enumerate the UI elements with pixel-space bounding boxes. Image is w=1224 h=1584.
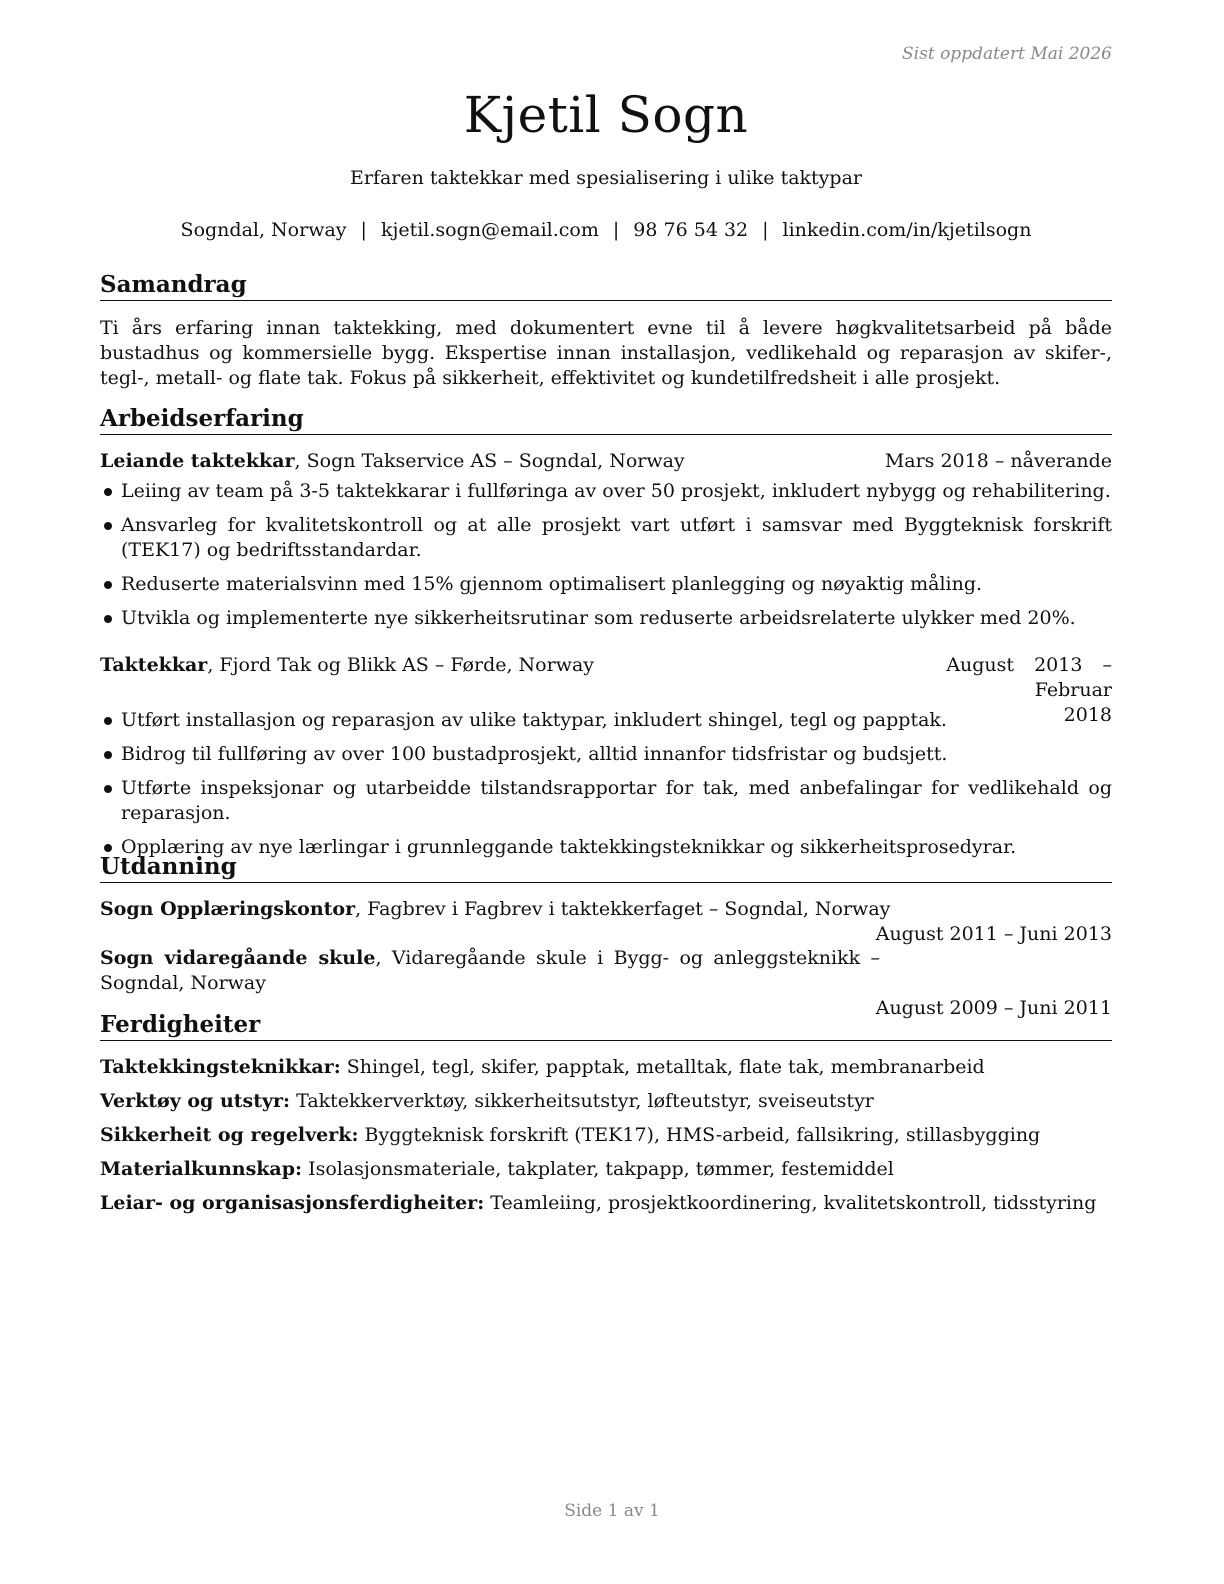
list-item: Utført installasjon og reparasjon av ulike taktypar, inkludert shingel, tegl og papptak.: [100, 708, 1112, 733]
education-school: Sogn Opplæringskontor: [100, 898, 356, 920]
job-title-line: [100, 653, 594, 678]
skill-row: [100, 1089, 1112, 1114]
skill-label: Materialkunnskap:: [100, 1158, 303, 1180]
education-title-line: [100, 897, 890, 922]
education-school: Sogn vidaregåande skule: [100, 947, 376, 969]
education-detail: , Vidaregåande skule i Bygg- og anleggsteknikk – Sogndal, Norway: [100, 947, 880, 994]
skill-label: Leiar- og organisasjonsferdigheiter:: [100, 1192, 485, 1214]
skill-value: Teamleiing, prosjektkoordinering, kvalitetskontroll, tidsstyring: [484, 1192, 1097, 1214]
job-dates: Mars 2018 – nåverande: [884, 450, 1112, 472]
last-updated: Sist oppdatert Mai 2026: [902, 44, 1112, 64]
skill-value: Isolasjonsmateriale, takplater, takpapp, tømmer, festemiddel: [302, 1158, 894, 1180]
job-header: [100, 449, 1112, 474]
job-bullets: [100, 708, 1112, 869]
list-item: Opplæring av nye lærlingar i grunnleggande taktekkingsteknikkar og sikkerheitsprosedyrar.: [100, 835, 1112, 860]
section-title-experience: Arbeidserfaring: [100, 406, 1112, 435]
contact-phone: 98 76 54 32: [633, 219, 749, 241]
summary-text: Ti års erfaring innan taktekking, med dokumentert evne til å levere høgkvalitetsarbeid på både bustadhus og kommersielle bygg. Ekspertise innan installasjon, vedlikehald og reparasjon av skifer-, tegl-, metall- og flate tak. Fokus på sikkerheit, effektivitet og kundetilfredsheit i alle prosjekt.: [100, 317, 1112, 389]
job-dates-line: August 2013 – Februar: [946, 654, 1112, 701]
section-title-summary: Samandrag: [100, 272, 1112, 301]
candidate-name: Kjetil Sogn: [463, 86, 749, 144]
list-item: Leiing av team på 3-5 taktekkarar i fullføringa av over 50 prosjekt, inkludert nybygg og rehabilitering.: [100, 479, 1112, 504]
skill-value: Byggteknisk forskrift (TEK17), HMS-arbeid, fallsikring, stillasbygging: [358, 1124, 1041, 1146]
job-dates-line: 2018: [1063, 704, 1112, 726]
contact-email[interactable]: kjetil.sogn@email.com: [380, 219, 599, 241]
job-role: Taktekkar: [100, 654, 208, 676]
education-item: [100, 897, 1112, 947]
section-title-skills: Ferdigheiter: [100, 1012, 1112, 1041]
skill-row: [100, 1123, 1112, 1148]
list-item: Ansvarleg for kvalitetskontroll og at alle prosjekt vart utført i samsvar med Byggteknisk forskrift (TEK17) og bedriftsstandardar.: [100, 513, 1112, 563]
job-bullets: [100, 479, 1112, 640]
skill-label: Sikkerheit og regelverk:: [100, 1124, 359, 1146]
education-dates: August 2011 – Juni 2013: [875, 923, 1112, 945]
job-title-line: [100, 449, 685, 474]
skill-label: Taktekkingsteknikkar:: [100, 1056, 341, 1078]
skill-row: [100, 1191, 1112, 1216]
list-item: Reduserte materialsvinn med 15% gjennom optimalisert planlegging og nøyaktig måling.: [100, 572, 1112, 597]
education-title-line: [100, 946, 880, 996]
skills-list: [100, 1055, 1112, 1225]
list-item: Bidrog til fullføring av over 100 bustadprosjekt, alltid innanfor tidsfristar og budsjett.: [100, 742, 1112, 767]
skill-value: Taktekkerverktøy, sikkerheitsutstyr, løfteutstyr, sveiseutstyr: [290, 1090, 874, 1112]
contact-separator: |: [762, 219, 769, 241]
contact-linkedin[interactable]: linkedin.com/in/kjetilsogn: [782, 219, 1032, 241]
page-number: Side 1 av 1: [564, 1501, 660, 1521]
education-item: [100, 946, 1112, 1021]
job-company: , Fjord Tak og Blikk AS – Førde, Norway: [207, 654, 595, 676]
contact-location: Sogndal, Norway: [180, 219, 347, 241]
education-detail: , Fagbrev i Fagbrev i taktekkerfaget – Sogndal, Norway: [355, 898, 891, 920]
skill-row: [100, 1157, 1112, 1182]
candidate-subtitle: Erfaren taktekkar med spesialisering i ulike taktypar: [350, 167, 862, 189]
contact-line: [100, 219, 1112, 241]
skill-value: Shingel, tegl, skifer, papptak, metalltak, flate tak, membranarbeid: [340, 1056, 985, 1078]
job-role: Leiande taktekkar: [100, 450, 295, 472]
contact-separator: |: [360, 219, 367, 241]
contact-separator: |: [612, 219, 620, 241]
list-item: Utvikla og implementerte nye sikkerheitsrutinar som reduserte arbeidsrelaterte ulykker med 20%.: [100, 606, 1112, 631]
education-dates: August 2009 – Juni 2011: [875, 997, 1112, 1019]
job-company: , Sogn Takservice AS – Sogndal, Norway: [294, 450, 685, 472]
skill-row: [100, 1055, 1112, 1080]
list-item: Utførte inspeksjonar og utarbeidde tilstandsrapportar for tak, med anbefalingar for vedlikehald og reparasjon.: [100, 776, 1112, 826]
skill-label: Verktøy og utstyr:: [100, 1090, 291, 1112]
section-title-education: Utdanning: [100, 854, 1112, 883]
